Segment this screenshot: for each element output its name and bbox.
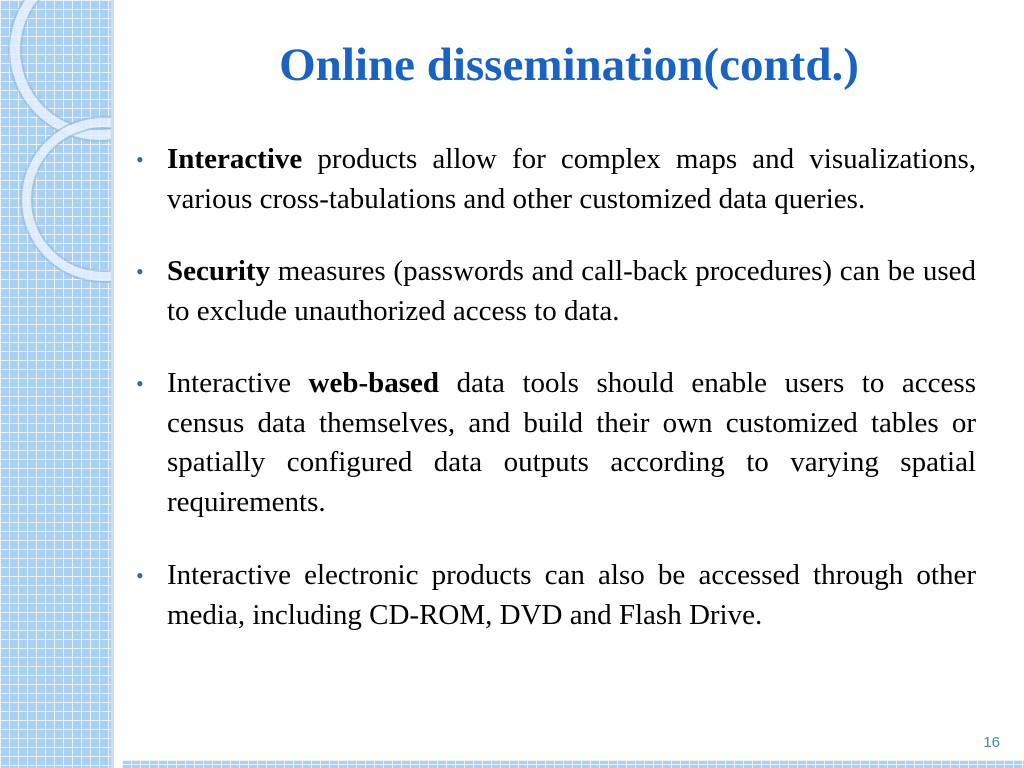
bullet-text-pre: Interactive	[167, 367, 309, 399]
bullet-item-web-based	[134, 364, 976, 522]
bullet-item-electronic-products	[134, 556, 976, 635]
decorative-ring-bottom	[22, 118, 114, 281]
bullet-dot-icon: •	[136, 371, 144, 396]
bullet-text-post: data tools should enable users to access census data themselves, and build their own customized tables or spatially configured data outputs according to varying spatial requirements.	[167, 367, 976, 518]
bullet-dot-icon: •	[136, 563, 144, 588]
bullet-bold-term: Interactive	[167, 143, 303, 175]
bullet-item-interactive	[134, 140, 976, 219]
page-number: 16	[983, 734, 1000, 751]
bullet-dot-icon: •	[136, 259, 144, 284]
bullet-text: measures (passwords and call-back procedures) can be used to exclude unauthorized access to data.	[167, 255, 976, 327]
slide-title: Online dissemination(contd.)	[279, 39, 859, 91]
bullet-bold-term: Security	[167, 255, 271, 287]
bullet-dot-icon: •	[136, 147, 144, 172]
bullet-text: Interactive electronic products can also be accessed through other media, including CD-ROM, DVD and Flash Drive.	[167, 559, 976, 631]
bullet-text: products allow for complex maps and visualizations, various cross-tabulations and other customized data queries.	[167, 143, 976, 215]
bullet-bold-term: web-based	[308, 367, 440, 399]
decorative-grid-band	[0, 0, 114, 768]
decorative-bottom-stripe	[122, 760, 1024, 768]
bullet-item-security	[134, 252, 976, 331]
bullet-list	[134, 140, 976, 668]
